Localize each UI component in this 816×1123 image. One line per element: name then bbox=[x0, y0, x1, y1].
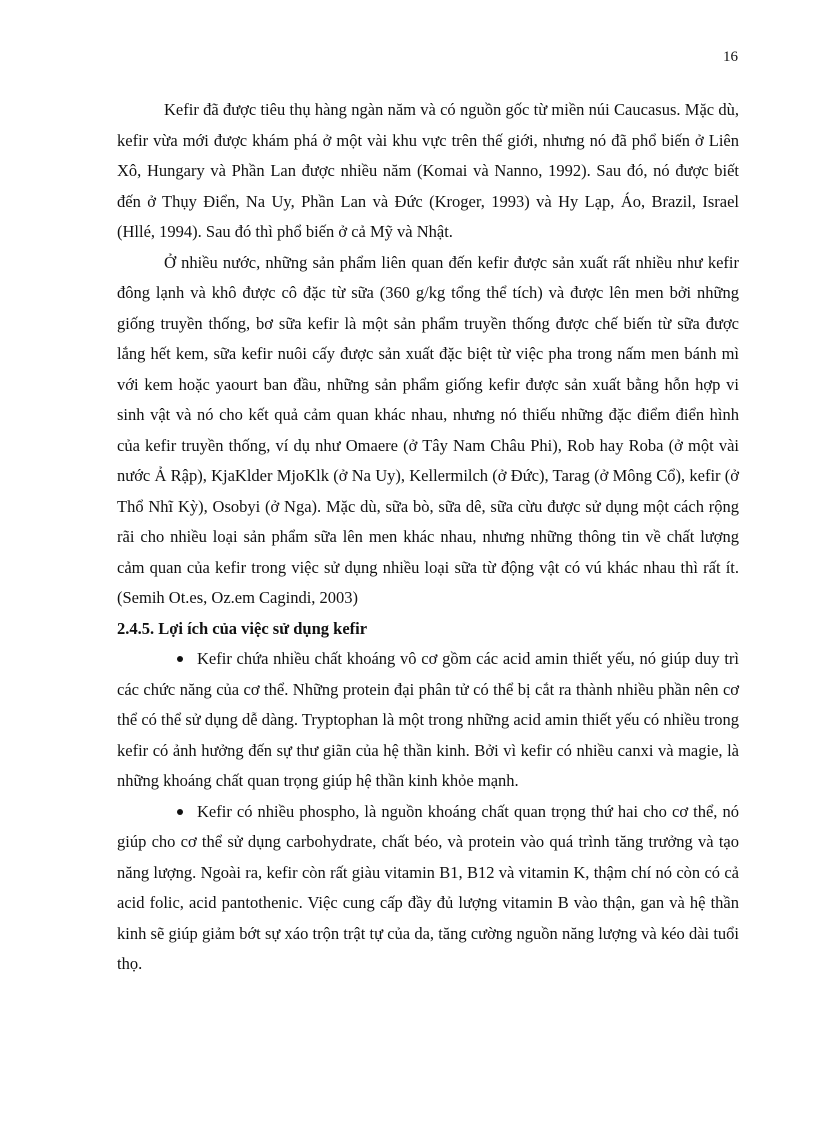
bullet-item-phospho bbox=[117, 797, 739, 980]
section-heading: 2.4.5. Lợi ích của việc sử dụng kefir bbox=[117, 618, 368, 638]
page-number: 16 bbox=[723, 49, 738, 65]
bullet-icon bbox=[177, 656, 183, 662]
paragraph-kefir-products: Ở nhiều nước, những sản phẩm liên quan đến kefir được sản xuất rất nhiều như kefir đông lạnh và khô được cô đặc từ sữa (360 g/kg tổng thể tích) và được lên men bởi những giống truyền thống, bơ sữa kefir là một sản phẩm truyền thống được chế biến từ sữa được lắng hết kem, sữa kefir nuôi cấy được sản xuất đặc biệt từ việc pha trong nấm men bánh mì với kem hoặc yaourt ban đầu, những sản phẩm giống kefir được sản xuất bằng hỗn hợp vi sinh vật và nó cho kết quả cảm quan khác nhau, nhưng nó thiếu những đặc điểm điển hình của kefir truyền thống, ví dụ như Omaere (ở Tây Nam Châu Phi), Rob hay Roba (ở một vài nước Ả Rập), KjaKlder MjoKlk (ở Na Uy), Kellermilch (ở Đức), Tarag (ở Mông Cổ), kefir (ở Thổ Nhĩ Kỳ), Osobyi (ở Nga). Mặc dù, sữa bò, sữa dê, sữa cừu được sử dụng một cách rộng rãi cho nhiều loại sản phẩm sữa lên men khác nhau, nhưng những thông tin về chất lượng cảm quan của kefir trong việc sử dụng nhiều loại sữa từ động vật có vú khác nhau thì rất ít. (Semih Ot.es, Oz.em Cagindi, 2003) bbox=[117, 252, 739, 607]
bullet-text: Kefir có nhiều phospho, là nguồn khoáng chất quan trọng thứ hai cho cơ thể, nó giúp cho cơ thể sử dụng carbohydrate, chất béo, và protein vào quá trình tăng trưởng và tạo năng lượng. Ngoài ra, kefir còn rất giàu vitamin B1, B12 và vitamin K, thậm chí nó còn có cả acid folic, acid pantothenic. Việc cung cấp đầy đủ lượng vitamin B vào thận, gan và hệ thần kinh sẽ giúp giảm bớt sự xáo trộn trật tự của da, tăng cường nguồn năng lượng và kéo dài tuổi thọ. bbox=[117, 801, 739, 973]
bullet-text: Kefir chứa nhiều chất khoáng vô cơ gồm các acid amin thiết yếu, nó giúp duy trì các chức năng của cơ thể. Những protein đại phân tử có thể bị cắt ra thành nhiều phần nên cơ thể có thể sử dụng dễ dàng. Tryptophan là một trong những acid amin thiết yếu có nhiều trong kefir có ảnh hưởng đến sự thư giãn của hệ thần kinh. Bởi vì kefir có nhiều canxi và magie, là những khoáng chất quan trọng giúp hệ thần kinh khỏe mạnh. bbox=[117, 649, 739, 790]
bullet-item-minerals bbox=[117, 644, 739, 797]
paragraph-kefir-history: Kefir đã được tiêu thụ hàng ngàn năm và có nguồn gốc từ miền núi Caucasus. Mặc dù, kefir vừa mới được khám phá ở một vài khu vực trên thế giới, nhưng nó đã phổ biến ở Liên Xô, Hungary và Phần Lan được nhiều năm (Komai và Nanno, 1992). Sau đó, nó được biết đến ở Thụy Điển, Na Uy, Phần Lan và Đức (Kroger, 1993) và Hy Lạp, Áo, Brazil, Israel (Hllé, 1994). Sau đó thì phổ biến ở cả Mỹ và Nhật. bbox=[117, 100, 739, 241]
bullet-icon bbox=[177, 809, 183, 815]
document-body bbox=[117, 95, 739, 980]
